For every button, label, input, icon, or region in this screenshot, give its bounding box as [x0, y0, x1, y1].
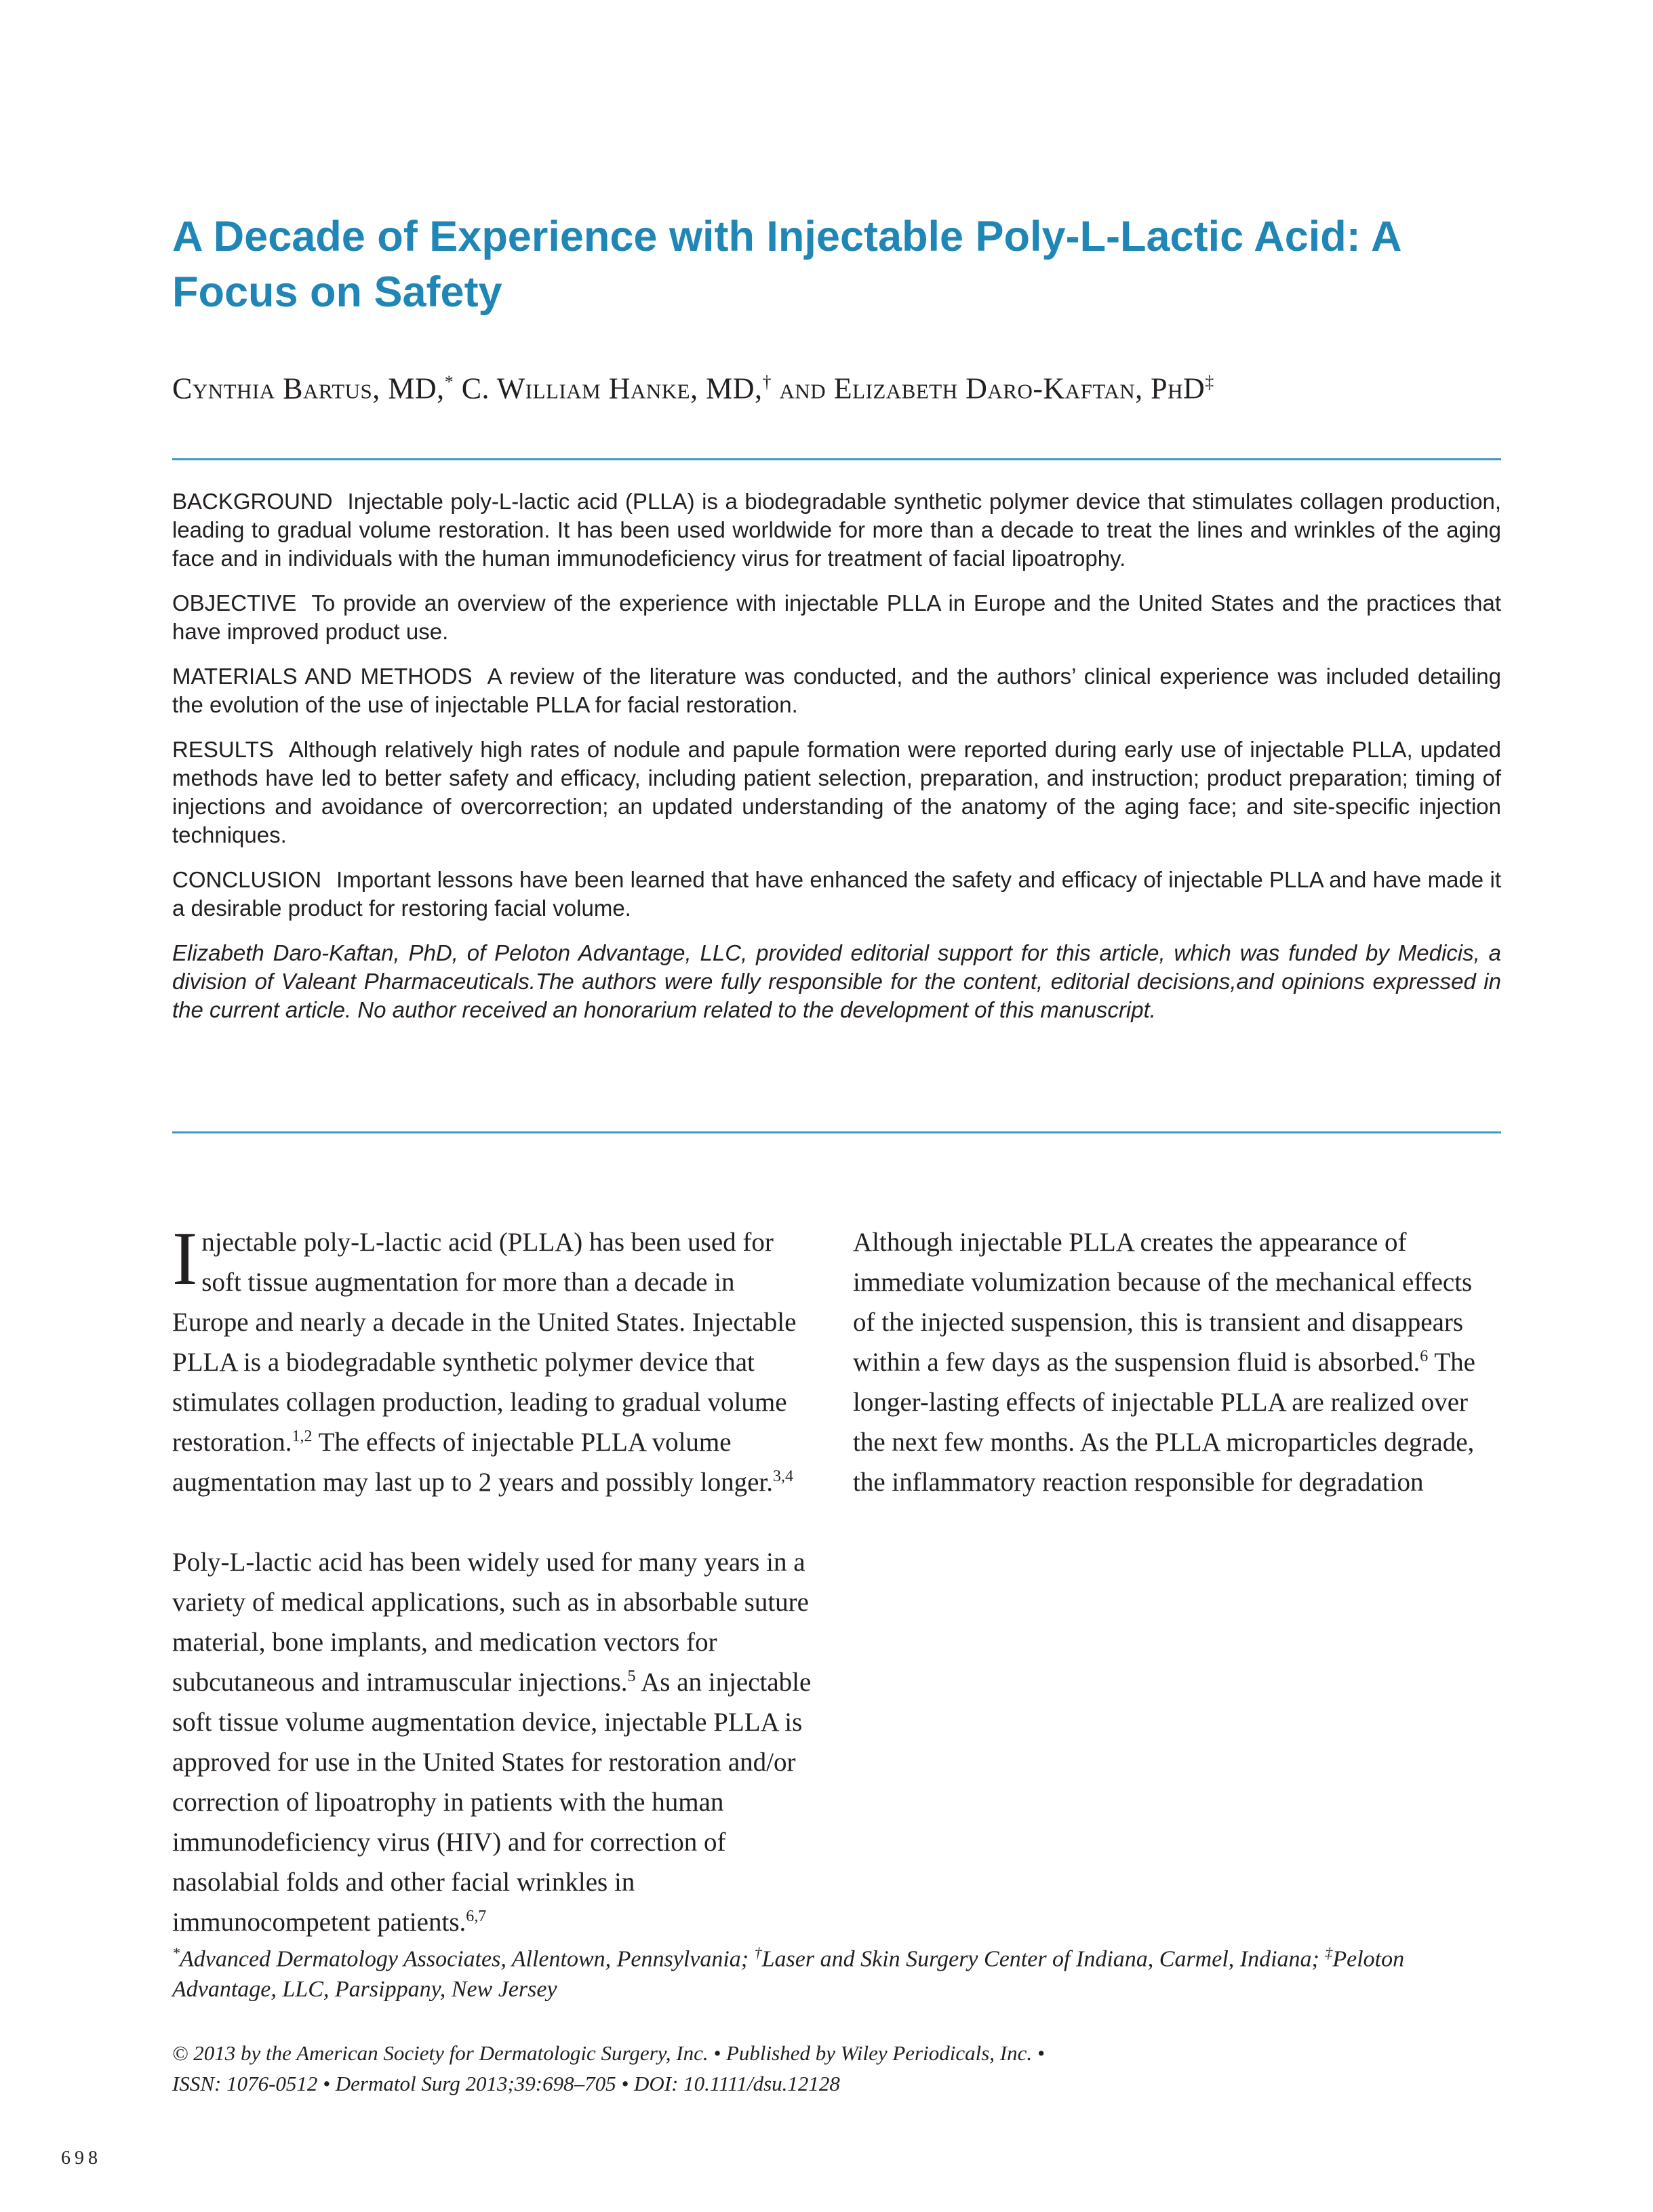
paragraph-text: njectable poly-L-lactic acid (PLLA) has been used for soft tissue augmentation for more than a decade in Europe and nearly a decade in the United States. Injectable PLLA is a biodegradable synthetic polymer device that stimulates collagen production, leading to gradual volume restoration.: [172, 1228, 797, 1457]
citation: 6: [1420, 1348, 1429, 1365]
author-degree: MD,: [706, 371, 763, 405]
section-heading: CONCLUSION: [172, 867, 322, 892]
author-list: Cynthia Bartus, MD,* C. William Hanke, MD,† and Elizabeth Daro-Kaftan, PhD‡: [172, 371, 1214, 405]
bottom-divider: [172, 1131, 1501, 1133]
author-mark: †: [762, 372, 772, 392]
page-number: 698: [61, 2148, 102, 2169]
paragraph-text: Poly-L-lactic acid has been widely used for many years in a variety of medical applications, such as in absorbable suture material, bone implants, and medication vectors for subcutaneous and intramuscular injections.: [172, 1548, 809, 1697]
citation-line: ISSN: 1076-0512 • Dermatol Surg 2013;39:698–705 • DOI: 10.1111/dsu.12128: [172, 2072, 840, 2095]
author-degree: MD,: [388, 371, 445, 405]
author-connector: and: [779, 371, 826, 405]
paragraph-text: The longer-lasting effects of injectable PLLA are realized over the next few months. As the PLLA microparticles degrade, the inflammatory reaction responsible for degradation: [853, 1348, 1475, 1497]
affil-mark: ‡: [1325, 1944, 1333, 1961]
section-text: To provide an overview of the experience with injectable PLLA in Europe and the United States and the practices that have improved product use.: [172, 590, 1501, 644]
affil-text: Peloton Advantage, LLC, Parsippany, New Jersey: [172, 1946, 1405, 2003]
article-title: A Decade of Experience with Injectable Poly-L-Lactic Acid: A Focus on Safety: [172, 213, 1401, 316]
author-name: Elizabeth Daro-Kaftan: [833, 371, 1136, 405]
abstract-results: [172, 736, 1501, 849]
body-paragraph: [172, 1542, 816, 1942]
author-degree: PhD: [1151, 371, 1206, 405]
section-text: Injectable poly-L-lactic acid (PLLA) is a biodegradable synthetic polymer device that stimulates collagen production, leading to gradual volume restoration. It has been used worldwide for more than a decade to treat the lines and wrinkles of the aging face and in individuals with the human immunodeficiency virus for treatment of facial lipoatrophy.: [172, 489, 1501, 571]
section-text: Important lessons have been learned that have enhanced the safety and efficacy of injectable PLLA and have made it a desirable product for restoring facial volume.: [172, 867, 1501, 921]
abstract-objective: [172, 589, 1501, 646]
section-heading: BACKGROUND: [172, 489, 333, 514]
author-name: Cynthia Bartus: [172, 371, 373, 405]
citation: 3,4: [773, 1468, 794, 1485]
citation: 5: [627, 1668, 636, 1685]
copyright-notice: [172, 2038, 1501, 2099]
drop-cap: I: [172, 1217, 198, 1301]
paragraph-text: As an injectable soft tissue volume augmentation device, injectable PLLA is approved for use in the United States for restoration and/or correction of lipoatrophy in patients with the human immunodeficiency virus (HIV) and for correction of nasolabial folds and other facial wrinkles in immunocompetent patients.: [172, 1668, 812, 1937]
author-affiliations: [172, 1937, 1501, 2005]
abstract: [172, 487, 1501, 1041]
section-heading: OBJECTIVE: [172, 590, 297, 616]
paragraph-text: Although injectable PLLA creates the appearance of immediate volumization because of the mechanical effects of the injected suspension, this is transient and disappears within a few days as the suspension fluid is absorbed.: [853, 1228, 1473, 1377]
body-paragraph: [853, 1222, 1497, 1502]
citation: 1,2: [292, 1428, 313, 1445]
copyright-line: © 2013 by the American Society for Dermatologic Surgery, Inc. • Published by Wiley Periodicals, Inc. •: [172, 2041, 1045, 2065]
section-heading: MATERIALS AND METHODS: [172, 664, 473, 689]
body-column-left: [172, 1217, 816, 1942]
affil-mark: †: [754, 1944, 762, 1961]
affil-text: Advanced Dermatology Associates, Allentown, Pennsylvania;: [180, 1946, 755, 1972]
affil-text: Laser and Skin Surgery Center of Indiana, Carmel, Indiana;: [761, 1946, 1326, 1972]
abstract-conclusion: [172, 866, 1501, 923]
author-mark: *: [444, 372, 454, 392]
paragraph-text: The effects of injectable PLLA volume augmentation may last up to 2 years and possibly longer.: [172, 1428, 774, 1497]
citation: 6,7: [466, 1908, 487, 1925]
abstract-methods: [172, 662, 1501, 719]
body-paragraph: [172, 1217, 816, 1502]
section-heading: RESULTS: [172, 737, 274, 762]
section-text: Although relatively high rates of nodule and papule formation were reported during early use of injectable PLLA, updated methods have led to better safety and efficacy, including patient selection, preparation, and instruction; product preparation; timing of injections and avoidance of overcorrection; an updated understanding of the anatomy of the aging face; and site-specific injection techniques.: [172, 737, 1501, 847]
author-name: C. William Hanke: [461, 371, 691, 405]
affil-mark: *: [172, 1944, 180, 1961]
section-text: A review of the literature was conducted, and the authors’ clinical experience was included detailing the evolution of the use of injectable PLLA for facial restoration.: [172, 664, 1501, 717]
editorial-disclosure: Elizabeth Daro-Kaftan, PhD, of Peloton Advantage, LLC, provided editorial support for this article, which was funded by Medicis, a division of Valeant Pharmaceuticals.The authors were fully responsible for the content, editorial decisions,and opinions expressed in the current article. No author received an honorarium related to the development of this manuscript.: [172, 940, 1501, 1022]
top-divider: [172, 458, 1501, 460]
author-mark: ‡: [1205, 372, 1214, 392]
abstract-background: [172, 487, 1501, 573]
body-column-right: [853, 1222, 1497, 1502]
